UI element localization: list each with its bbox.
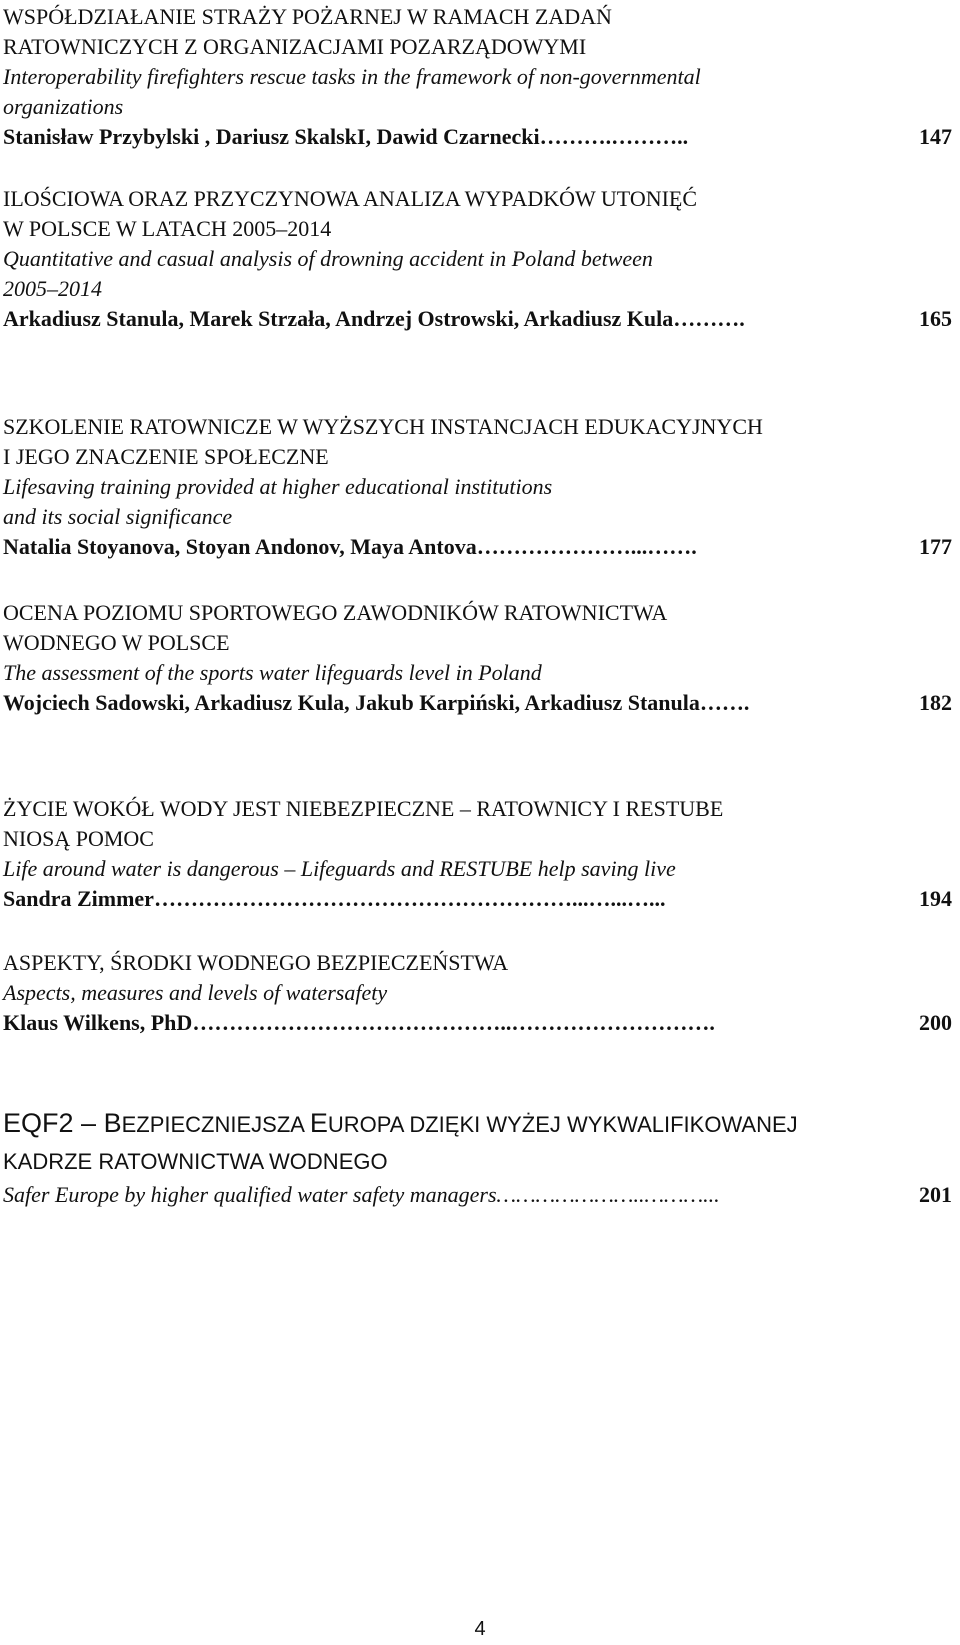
entry-subtitle-line: Aspects, measures and levels of watersafety: [3, 980, 388, 1005]
entry-subtitle-line: and its social significance: [3, 504, 233, 529]
dot-leader: ……………………………………..……………………….: [192, 1010, 715, 1035]
entry-authors-row: [3, 884, 952, 914]
entry-authors: Klaus Wilkens, PhD: [3, 1010, 193, 1035]
entry-title-line: NIOSĄ POMOC: [3, 826, 154, 851]
toc-entry-182: [3, 598, 952, 718]
entry-page-number: 177: [919, 534, 952, 559]
entry-authors: Arkadiusz Stanula, Marek Strzała, Andrzej Ostrowski, Arkadiusz Kula: [3, 306, 674, 331]
entry-title-line: OCENA POZIOMU SPORTOWEGO ZAWODNIKÓW RATOWNICTWA: [3, 600, 668, 625]
entry-subtitle-line: 2005–2014: [3, 276, 102, 301]
dot-leader: ……….: [673, 306, 745, 331]
entry-authors: Natalia Stoyanova, Stoyan Andonov, Maya Antova: [3, 534, 477, 559]
toc-entry-201: [3, 1104, 952, 1210]
toc-entry-165: [3, 184, 952, 334]
dot-leader: ……….………..: [539, 124, 689, 149]
entry-subtitle-line: Life around water is dangerous – Lifeguards and RESTUBE help saving live: [3, 856, 676, 881]
entry-title-line: RATOWNICZYCH Z ORGANIZACJAMI POZARZĄDOWYMI: [3, 34, 587, 59]
entry-subtitle-line: Interoperability firefighters rescue tasks in the framework of non-governmental: [3, 64, 701, 89]
entry-page-number: 200: [919, 1010, 952, 1035]
entry-title-line: ILOŚCIOWA ORAZ PRZYCZYNOWA ANALIZA WYPADKÓW UTONIĘĆ: [3, 186, 698, 211]
entry-subtitle-line: Lifesaving training provided at higher educational institutions: [3, 474, 553, 499]
dot-leader: …….: [699, 690, 750, 715]
entry-title-line: W POLSCE W LATACH 2005–2014: [3, 216, 332, 241]
entry-title-line: KADRZE RATOWNICTWA WODNEGO: [3, 1149, 388, 1174]
entry-subtitle-line: The assessment of the sports water lifeguards level in Poland: [3, 660, 542, 685]
toc-entry-147: [3, 2, 952, 152]
entry-title-line: EQF2 – BEZPIECZNIEJSZA EUROPA DZIĘKI WYŻEJ WYKWALIFIKOWANEJ: [3, 1108, 798, 1138]
entry-page-number: 194: [919, 886, 952, 911]
entry-authors-row: [3, 532, 952, 562]
entry-title-line: ASPEKTY, ŚRODKI WODNEGO BEZPIECZEŃSTWA: [3, 950, 509, 975]
entry-page-number: 147: [919, 124, 952, 149]
entry-page-number: 165: [919, 306, 952, 331]
dot-leader: …………………..………...: [496, 1182, 720, 1207]
entry-authors-row: [3, 122, 952, 152]
entry-title-line: WSPÓŁDZIAŁANIE STRAŻY POŻARNEJ W RAMACH ZADAŃ: [3, 4, 612, 29]
entry-subtitle-row: [3, 1180, 952, 1210]
entry-authors: Stanisław Przybylski , Dariusz SkalskI, Dawid Czarnecki: [3, 124, 540, 149]
entry-title-line: WODNEGO W POLSCE: [3, 630, 230, 655]
toc-entry-177: [3, 412, 952, 562]
entry-authors: Sandra Zimmer: [3, 886, 154, 911]
entry-title-line: I JEGO ZNACZENIE SPOŁECZNE: [3, 444, 329, 469]
entry-authors-row: [3, 688, 952, 718]
dot-leader: …………………...…….: [476, 534, 697, 559]
entry-subtitle-line: Quantitative and casual analysis of drowning accident in Poland between: [3, 246, 653, 271]
toc-entry-194: [3, 794, 952, 914]
entry-authors-row: [3, 1008, 952, 1038]
entry-authors-row: [3, 304, 952, 334]
page-number: 4: [474, 1618, 486, 1640]
toc-entry-200: [3, 948, 952, 1038]
entry-subtitle-line: organizations: [3, 94, 124, 119]
entry-title-line: ŻYCIE WOKÓŁ WODY JEST NIEBEZPIECZNE – RATOWNICY I RESTUBE: [3, 796, 724, 821]
entry-page-number: 182: [919, 690, 952, 715]
entry-page-number: 201: [919, 1182, 952, 1207]
entry-authors: Wojciech Sadowski, Arkadiusz Kula, Jakub Karpiński, Arkadiusz Stanula: [3, 690, 700, 715]
entry-subtitle: Safer Europe by higher qualified water safety managers: [3, 1182, 497, 1207]
entry-title-line: SZKOLENIE RATOWNICZE W WYŻSZYCH INSTANCJACH EDUKACYJNYCH: [3, 414, 763, 439]
dot-leader: …………………………………………………...…...…...: [153, 886, 666, 911]
